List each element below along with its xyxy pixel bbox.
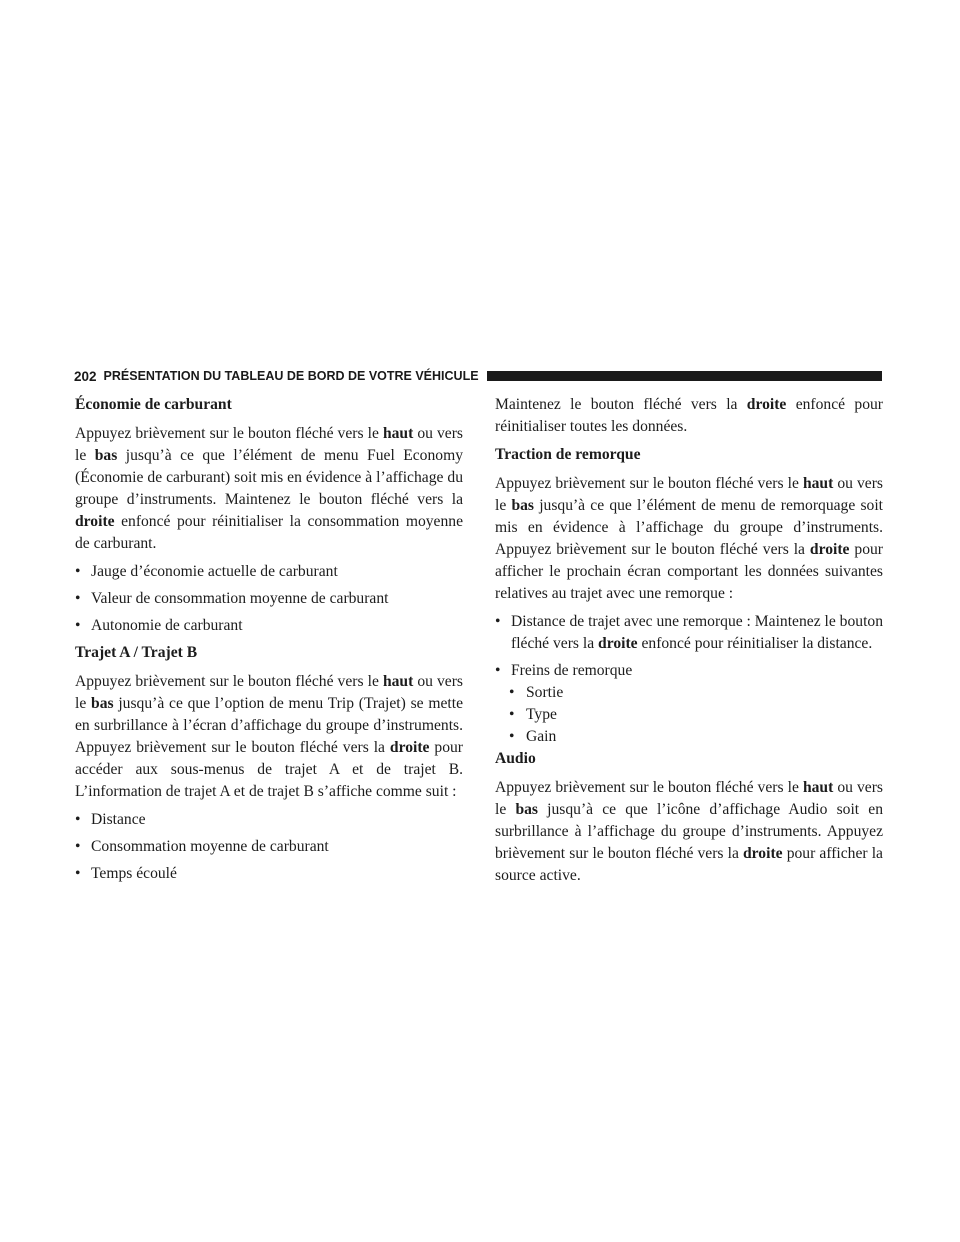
left-column (75, 394, 463, 890)
section-heading-audio: Audio (495, 750, 536, 767)
section-heading-fuel-economy: Économie de carburant (75, 396, 232, 413)
running-title: PRÉSENTATION DU TABLEAU DE BORD DE VOTRE VÉHICULE (103, 369, 479, 383)
trip-reset-paragraph: Maintenez le bouton fléché vers la droite enfoncé pour réinitialiser toutes les données. (495, 396, 883, 435)
page-header (74, 366, 882, 386)
trip-paragraph: Appuyez brièvement sur le bouton fléché vers le haut ou vers le bas jusqu’à ce que l’option de menu Trip (Trajet) se mette en surbrillance à l’écran d’affichage du groupe d’instruments. Appuyez brièvement sur le bouton fléché vers la droite pour accéder aux sous-menus de trajet A et de trajet B. L’information de trajet A et de trajet B s’affiche comme suit : (75, 673, 463, 800)
list-item: • Jauge d’économie actuelle de carburant (75, 561, 463, 583)
right-column (495, 394, 883, 893)
fuel-economy-paragraph: Appuyez brièvement sur le bouton fléché vers le haut ou vers le bas jusqu’à ce que l’élément de menu Fuel Economy (Économie de carburant) soit mis en évidence à l’affichage du groupe d’instruments. Maintenez le bouton fléché vers la droite enfoncé pour réinitialiser la consommation moyenne de carburant. (75, 425, 464, 552)
towing-paragraph: Appuyez brièvement sur le bouton fléché vers le haut ou vers le bas jusqu’à ce que l’élément de menu de remorquage soit mis en évidence à l’affichage du groupe d’instruments. Appuyez brièvement sur le bouton fléché vers la droite pour afficher le prochain écran comportant les données suivantes relatives au trajet avec une remorque : (495, 475, 883, 602)
sub-list-item: • Type (495, 704, 883, 726)
list-item: • Autonomie de carburant (75, 615, 463, 637)
list-item: • Distance de trajet avec une remorque : Maintenez le bouton fléché vers la droite enfoncé pour réinitialiser la distance. (495, 611, 883, 655)
towing-list (495, 611, 883, 748)
section-heading-towing: Traction de remorque (495, 446, 641, 463)
section-heading-trip: Trajet A / Trajet B (75, 644, 198, 661)
trip-list (75, 809, 463, 885)
list-item: • Temps écoulé (75, 863, 463, 885)
sub-list-item: • Gain (495, 726, 883, 748)
list-item: • Valeur de consommation moyenne de carburant (75, 588, 463, 610)
audio-paragraph: Appuyez brièvement sur le bouton fléché vers le haut ou vers le bas jusqu’à ce que l’icône d’affichage Audio soit en surbrillance à l’affichage du groupe d’instruments. Appuyez brièvement sur le bouton fléché vers la droite pour afficher la source active. (495, 779, 884, 884)
page-number: 202 (74, 368, 97, 384)
list-item: • Consommation moyenne de carburant (75, 836, 463, 858)
list-item: • Freins de remorque (495, 660, 883, 682)
list-item: • Distance (75, 809, 463, 831)
sub-list-item: • Sortie (495, 682, 883, 704)
fuel-economy-list (75, 561, 463, 637)
header-rule (487, 371, 882, 381)
